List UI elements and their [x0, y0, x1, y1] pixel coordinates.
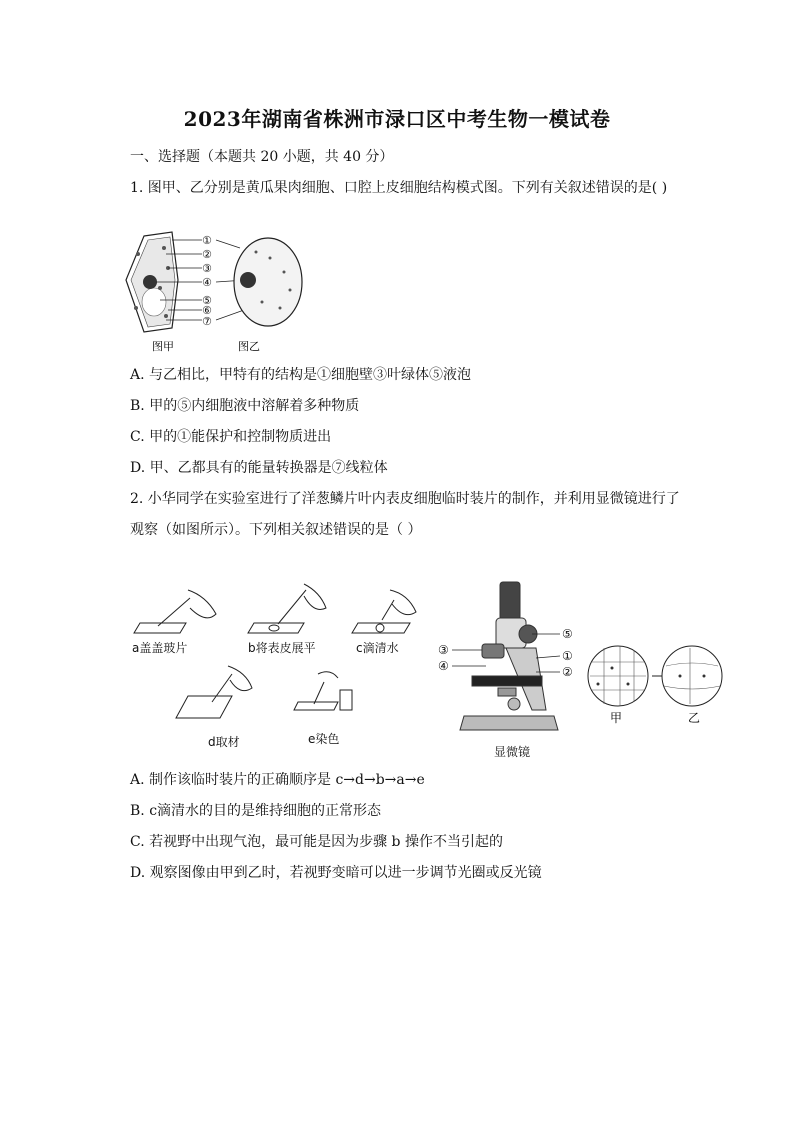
animal-cell-nucleus: [240, 272, 256, 288]
q1-option-a: A. 与乙相比，甲特有的结构是①细胞壁③叶绿体⑤液泡: [130, 367, 472, 383]
question-2-stem-line1: 2. 小华同学在实验室进行了洋葱鳞片叶内表皮细胞临时装片的制作，并利用显微镜进行了: [130, 491, 680, 507]
cell-diagram-figure: [120, 228, 310, 356]
microscope-label-2: ②: [562, 665, 573, 679]
microscope-caption: 显微镜: [494, 745, 531, 759]
microscope-views-figure: [586, 640, 726, 730]
plant-cell-vacuole: [142, 288, 166, 316]
view-yi: [662, 646, 722, 706]
microscope-figure: [436, 580, 586, 765]
q2-option-b: B. c滴清水的目的是维持细胞的正常形态: [130, 803, 382, 819]
q1-option-c: C. 甲的①能保护和控制物质进出: [130, 429, 332, 445]
view-caption-yi: 乙: [688, 711, 701, 725]
q1-option-b: B. 甲的⑤内细胞液中溶解着多种物质: [130, 398, 360, 414]
page-title: 2023年湖南省株洲市渌口区中考生物一模试卷: [183, 107, 611, 131]
microscope-label-3: ③: [438, 643, 449, 657]
microscope-label-5: ⑤: [562, 627, 573, 641]
step-a-caption: a盖盖玻片: [132, 641, 188, 655]
fig1-label-5: ⑤: [202, 294, 212, 307]
fig1-label-1: ①: [202, 234, 212, 247]
step-b-caption: b将表皮展平: [248, 641, 316, 655]
plant-cell-nucleus: [143, 275, 157, 289]
step-d-caption: d取材: [208, 735, 240, 749]
section-heading: 一、选择题（本题共 20 小题，共 40 分）: [130, 149, 394, 165]
q2-option-a: A. 制作该临时装片的正确顺序是 c→d→b→a→e: [130, 772, 425, 788]
fig1-label-2: ②: [202, 248, 212, 261]
q2-option-c: C. 若视野中出现气泡，最可能是因为步骤 b 操作不当引起的: [130, 834, 503, 850]
microscope-label-4: ④: [438, 659, 449, 673]
question-2-stem-line2: 观察（如图所示）。下列相关叙述错误的是（ ）: [130, 522, 422, 538]
fig1-label-4: ④: [202, 276, 212, 289]
q2-option-d: D. 观察图像由甲到乙时，若视野变暗可以进一步调节光圈或反光镜: [130, 865, 542, 881]
step-c-caption: c滴清水: [356, 641, 399, 655]
q1-option-d: D. 甲、乙都具有的能量转换器是⑦线粒体: [130, 460, 388, 476]
fig1-label-3: ③: [202, 262, 212, 275]
fig1-label-6: ⑥: [202, 304, 212, 317]
question-1-stem: 1. 图甲、乙分别是黄瓜果肉细胞、口腔上皮细胞结构模式图。下列有关叙述错误的是( ): [130, 180, 668, 196]
step-e-caption: e染色: [308, 732, 340, 746]
slide-prep-steps-figure: [128, 578, 438, 753]
microscope-label-1: ①: [562, 649, 573, 663]
fig1-caption-yi: 图乙: [238, 340, 260, 353]
fig1-label-7: ⑦: [202, 315, 212, 328]
fig1-caption-jia: 图甲: [152, 340, 174, 353]
view-caption-jia: 甲: [610, 711, 623, 725]
